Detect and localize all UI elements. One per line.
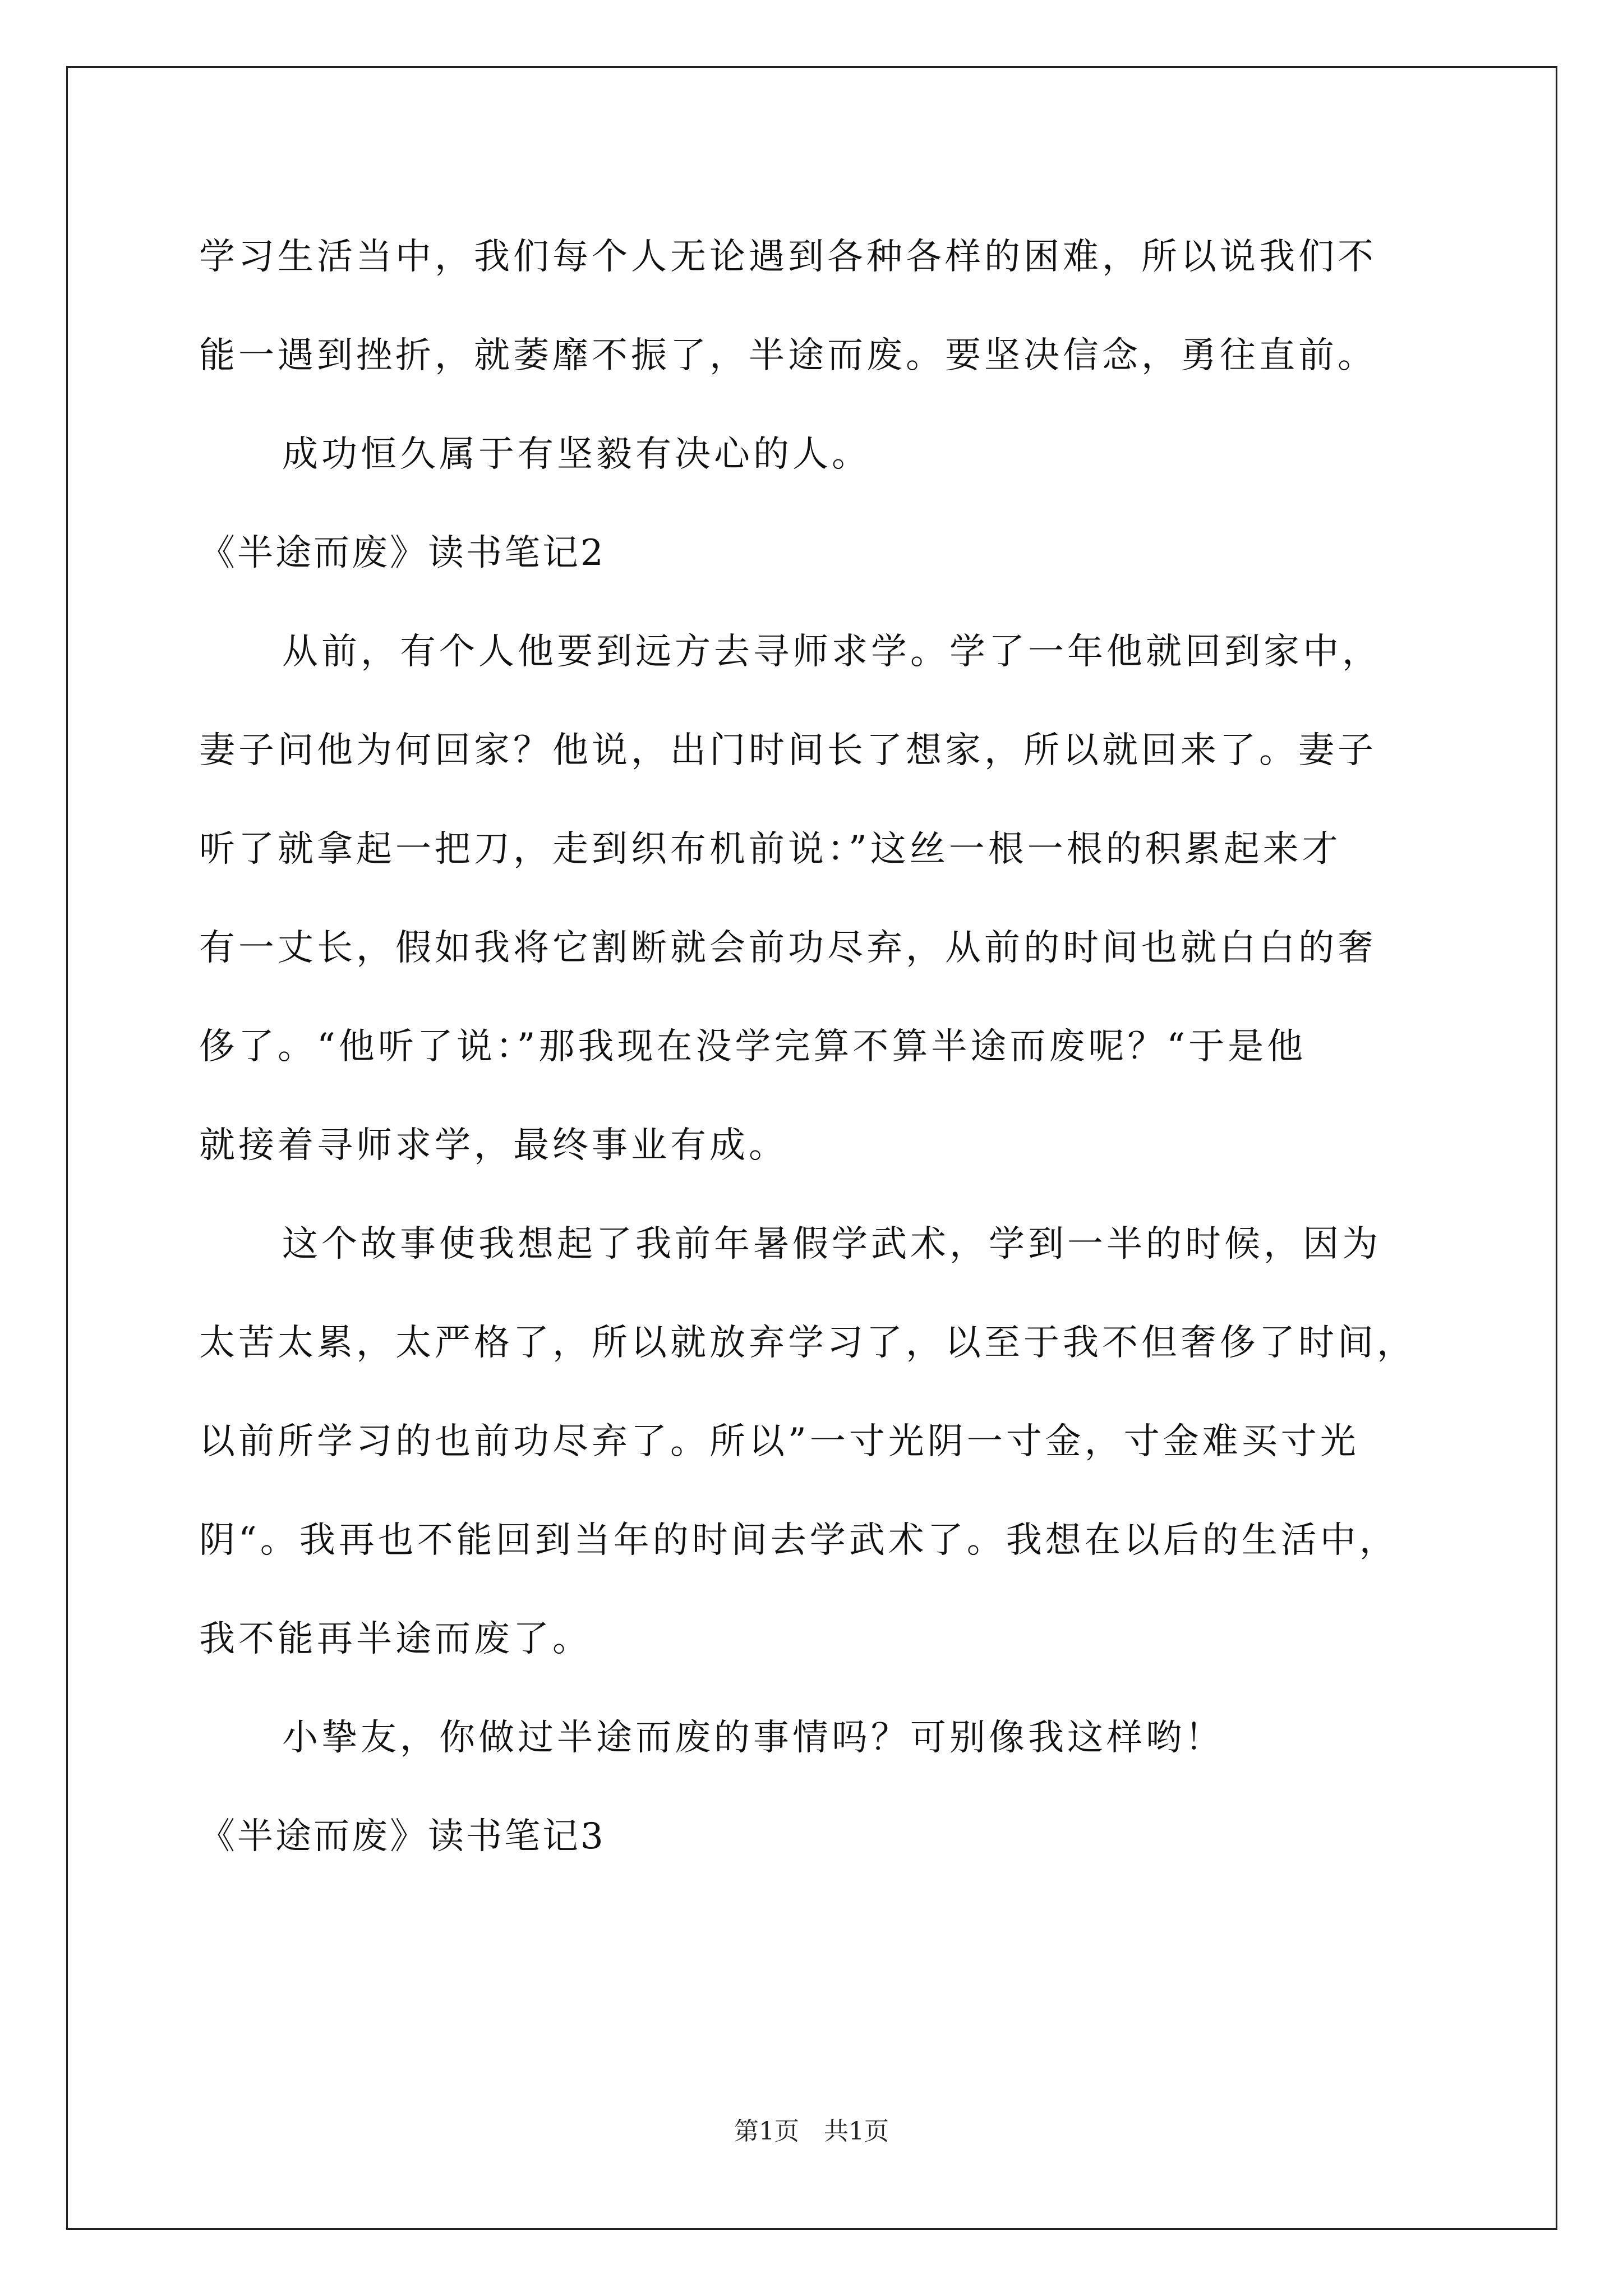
paragraph-line: 能一遇到挫折，就萎靡不振了，半途而废。要坚决信念，勇往直前。	[199, 335, 1377, 376]
paragraph-line: 侈了。“他听了说：”那我现在没学完算不算半途而废呢？“于是他	[199, 1026, 1307, 1068]
document-body	[199, 208, 1450, 1886]
paragraph-line: 妻子问他为何回家？他说，出门时间长了想家，所以就回来了。妻子	[199, 730, 1377, 771]
paragraph-line: 从前，有个人他要到远方去寻师求学。学了一年他就回到家中，	[282, 631, 1381, 673]
page-number-footer: 第1页 共1页	[734, 2117, 889, 2146]
section-heading: 《半途而废》读书笔记3	[199, 1816, 606, 1857]
paragraph-line: 有一丈长，假如我将它割断就会前功尽弃，从前的时间也就白白的奢	[199, 927, 1377, 969]
paragraph-line: 听了就拿起一把刀，走到织布机前说：”这丝一根一根的积累起来才	[199, 829, 1341, 870]
paragraph-line: 小挚友，你做过半途而废的事情吗？可别像我这样哟！	[282, 1717, 1224, 1759]
paragraph-line: 我不能再半途而废了。	[199, 1618, 592, 1660]
paragraph-line: 学习生活当中，我们每个人无论遇到各种各样的困难，所以说我们不	[199, 236, 1377, 278]
paragraph-line: 以前所学习的也前功尽弃了。所以”一寸光阴一寸金，寸金难买寸光	[199, 1421, 1359, 1462]
section-heading: 《半途而废》读书笔记2	[199, 532, 606, 574]
paragraph-line: 阴“。我再也不能回到当年的时间去学武术了。我想在以后的生活中，	[199, 1520, 1399, 1561]
paragraph-line: 太苦太累，太严格了，所以就放弃学习了，以至于我不但奢侈了时间，	[199, 1322, 1416, 1364]
paragraph-line: 就接着寻师求学，最终事业有成。	[199, 1125, 788, 1166]
paragraph-line: 成功恒久属于有坚毅有决心的人。	[282, 434, 871, 475]
paragraph-line: 这个故事使我想起了我前年暑假学武术，学到一半的时候，因为	[282, 1223, 1381, 1265]
